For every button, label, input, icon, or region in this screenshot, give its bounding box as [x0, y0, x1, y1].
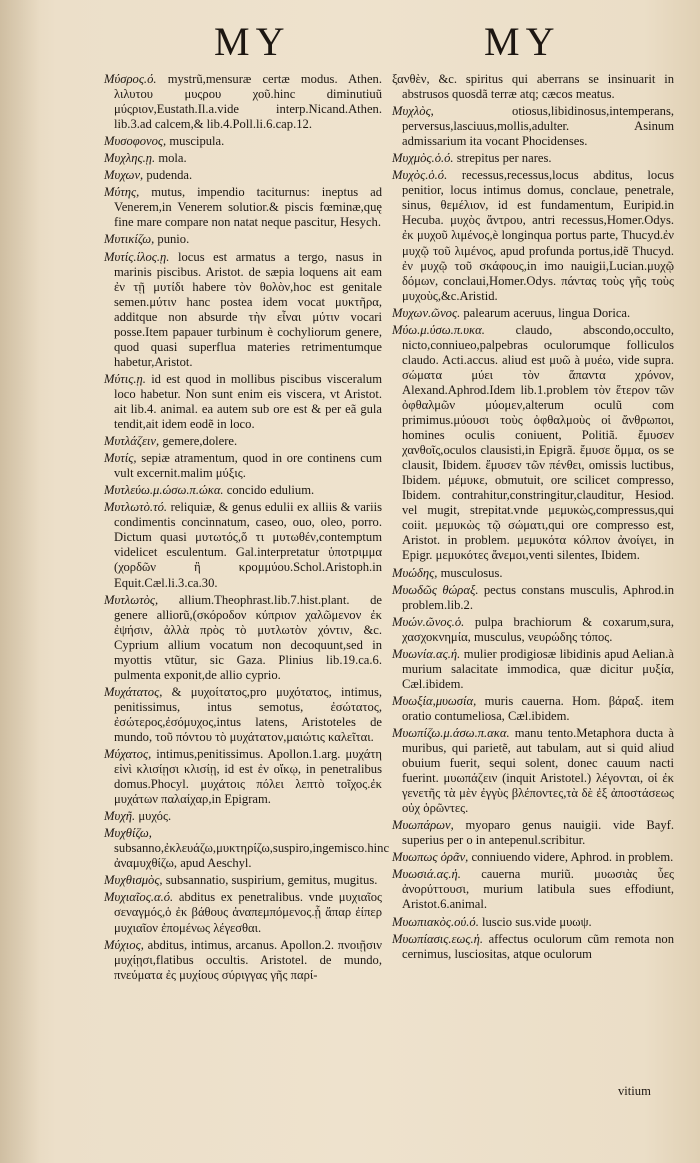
entry-text: id est quod in mollibus piscibus visceralum loco habetur. Non sunt enim eis viscera, vt Aristot. ait lib.4. animal. ea autem sub ore est & per eã gula tendit,ait idem eodẽ in loco.: [114, 371, 382, 432]
catchword: vitium: [618, 1084, 651, 1098]
entry-headword: Μυωσιά.ας.ἡ.: [392, 867, 461, 882]
entry-text: luscio sus.vide μυωψ.: [482, 914, 592, 929]
entry-headword: Μυχάτατος,: [104, 684, 163, 699]
entry-headword: Μύσρος.ό.: [104, 72, 157, 86]
dictionary-entry: [104, 593, 382, 683]
entry-headword: Μυσοφονος,: [104, 134, 167, 149]
dictionary-entry: [104, 151, 382, 166]
entry-headword: Μυχὸς.ὁ.ό.: [392, 168, 448, 183]
entry-headword: Μυτλωτὸ.τό.: [104, 500, 168, 515]
dictionary-entry: [392, 72, 674, 102]
dictionary-entry: [104, 372, 382, 432]
dictionary-entry: [392, 647, 674, 692]
entry-text: ξανθὲν, &c. spiritus qui aberrans se insinuarit in abstrusos quosdã terræ atq; cæcos meatus.: [392, 72, 674, 102]
entry-text: mola.: [158, 151, 187, 166]
dictionary-entry: [104, 168, 382, 183]
dictionary-entry: [104, 809, 382, 824]
entry-text: subsannatio, suspirium, gemitus, mugitus.: [165, 873, 378, 888]
entry-headword: Μυωπάρων,: [392, 818, 454, 833]
entry-text: pulpa brachiorum & coxarum,sura, χασχοκνημία, musculus, νευρώδης τόπος.: [402, 614, 674, 644]
running-head-right: MY: [484, 19, 561, 64]
dictionary-entry: [392, 915, 674, 930]
dictionary-entry: [104, 873, 382, 888]
gutter-shadow: [0, 0, 40, 1163]
dictionary-entry: [392, 323, 674, 564]
entry-text: affectus oculorum cũm remota non cernimus, lusciositas, atque oculorum: [402, 931, 674, 961]
entry-headword: Μυχμὸς.ὁ.ό.: [392, 151, 454, 166]
entry-headword: Μύτις.ῃ.: [104, 371, 146, 386]
dictionary-entry: [392, 867, 674, 912]
entry-headword: Μυωνία.ας.ἡ.: [392, 646, 461, 661]
dictionary-entry: [392, 615, 674, 645]
entry-headword: Μυών.ῶνος.ὁ.: [392, 614, 465, 629]
dictionary-entry: [104, 500, 382, 590]
entry-text: muscipula.: [169, 134, 225, 149]
entry-text: concido edulium.: [226, 483, 315, 498]
dictionary-entry: [392, 306, 674, 321]
dictionary-entry: [104, 232, 382, 247]
dictionary-entry: [104, 250, 382, 370]
entry-text: muris cauerna. Hom. βάραξ. item oratio contumeliosa, Cæl.ibidem.: [402, 693, 674, 723]
dictionary-entry: [392, 932, 674, 962]
dictionary-entry: [392, 726, 674, 816]
entry-text: mystrũ,mensuræ certæ modus. Athen. λιλυτου μυςρου χοῦ.hinc diminutiuũ μύςριον,Eustath.Il.a.vide interp.Nicand.Athen. lib.3.ad calcem,& lib.4.Poll.li.6.cap.12.: [114, 72, 382, 132]
entry-text: μυχός.: [138, 809, 172, 824]
left-column: [104, 72, 390, 985]
entry-text: manu tento.Metaphora ducta à muribus, qui parietẽ, aut tabulam, aut si quid aliud obuium fuerit, sequi solent, donec cauum nacti fuerint. μυωπάζειν (inquit Aristotel.) λέγονται, οἱ ἐκ γενετῆς τὰ μὲν ἐγγὺς βλέποντες,τὰ δὲ ἐξ ἀποστάσεως οὐχ ὁρῶντες.: [402, 725, 674, 816]
dictionary-entry: [104, 890, 382, 935]
right-column: [392, 72, 674, 964]
entry-headword: Μυχῆ.: [104, 809, 136, 824]
entry-text: subsanno,ἐκλευάζω,μυκτηρίζω,suspiro,ingemisco.hinc ἀναμυχθίζω, apud Aeschyl.: [114, 841, 390, 871]
dictionary-entry: [392, 566, 674, 581]
entry-text: claudo, abscondo,occulto, nicto,conniueo,palpebras oculorumque folliculos claudo. Acti.accus. aliud est μυῶ à μυέω, vide supra. σώματα μύει τὸν ἅπαντα χρόνον, Alexand.Aphrod.Idem lib.1.problem τὸν ἕτερον τῶν ὀφθαλμῶν μύομεν,alterum oculũ com primimus.μύουσι τοὺς ὀφθαλμοὺς οἱ ἄνθρωποι, homines oculis coniuent, Politiã. ἔμυσεν χανθοῖς,oculos clausisti,in Epigrã. ἔμυσε ὄμμα, os se clausit, Ibidem. ἔμυσεν τῶν πένθει, omissis luctibus, Ibidem. μέμυκε, obmutuit, ore scilicet compresso, Ibidem. contrahitur,constringitur,clauditur, Hesiod. vel mugit, strepitat.vnde μεμυκὼς,compressus,qui coiit. μεμυκὼς τῷ σώματι,qui ore compresso est, Aristot. in problem. μεμυκότα κόλπον ἀνοίγει, in Epigr. μεμυκότες ἄνεμοι,venti silentes, Ibidem.: [402, 322, 674, 563]
entry-text: conniuendo videre, Aphrod. in problem.: [471, 850, 674, 865]
entry-headword: Μυχλὸς,: [392, 104, 434, 119]
entry-headword: Μυτλεύω.μ.ώσω.π.ώκα.: [104, 483, 224, 498]
entry-text: locus est armatus a tergo, nasus in marinis piscibus. Aristot. de sæpia loquens ait eam ἐν τῇ μυτίδι habere τὸν θολὸν,hoc est genitale semen.μύτιν hanc postea idem vocat μυκτῆρα, additque non absurde τὴν εἶναι μύτιν vocari posse.Item papauer turbinum è cochyliorum genere, quod quasi superflua materies retrimentumque habetur,Aristot.: [114, 249, 382, 369]
entry-headword: Μυωδῶς θώραξ.: [392, 582, 479, 597]
dictionary-entry: [392, 694, 674, 724]
entry-headword: Μυωπίασις.εως.ἡ.: [392, 931, 484, 946]
entry-text: reliquiæ, & genus edulii ex alliis & variis condimentis concinnatum, caseo, ouo, oleo, porro. Dictum quasi μυτωτός,ὅ τι μυτωθέν,contemptum videlicet esculentum. Gal.interpretatur ὑποτριμμα (χορδῶν ἢ κρομμύου.Schol.Aristoph.in Equit.Cæl.li.3.ca.30.: [114, 500, 383, 590]
entry-text: intimus,penitissimus. Apollon.1.arg. μυχάτη εἰνὶ κλισίῃσι κλισίῃ, id est ἐν οἴκῳ, in penetralibus domus.Phocyl. μυχάτοις πόλει λεπτὸ τοῖχος.ἐκ μυχάτων παλαίχαρ,in Epigram.: [114, 747, 382, 807]
entry-headword: Μυχλης.ῃ.: [104, 151, 156, 166]
dictionary-entry: [392, 818, 674, 848]
entry-text: abditus, intimus, arcanus. Apollon.2. πνοιῇσιν μυχίῃσι,flatibus occultis. Aristotel. de mundo, πνεύματα ἐς μυχίους σύριγγας γῆς παρί-: [114, 937, 382, 982]
entry-headword: Μυχων,: [104, 168, 144, 183]
dictionary-entry: [392, 850, 674, 865]
dictionary-entry: [104, 938, 382, 983]
dictionary-entry: [104, 826, 390, 871]
dictionary-entry: [104, 434, 382, 449]
entry-text: pectus constans musculis, Aphrod.in problem.lib.2.: [402, 582, 674, 612]
entry-text: mulier prodigiosæ libidinis apud Aelian.à murium salacitate immodica, quæ dicitur μυξία, Cæl.ibidem.: [402, 646, 674, 691]
entry-text: cauerna muriũ. μυωσιὰς ὗες ἀνορύττουσι, murium latibula sues effodiunt, Aristot.6.animal.: [402, 867, 674, 912]
entry-text: otiosus,libidinosus,intemperans, perversus,lasciuus,mollis,adulter. Asinum admissarium ita vocant Phocidenses.: [402, 104, 674, 149]
entry-headword: Μυτλωτὸς,: [104, 592, 159, 607]
entry-headword: Μύτης,: [104, 185, 140, 200]
entry-text: musculosus.: [440, 565, 503, 580]
dictionary-entry: [392, 151, 674, 166]
dictionary-entry: [392, 104, 674, 149]
entry-headword: Μυχιαῖος.α.ό.: [104, 890, 174, 905]
entry-headword: Μύχατος,: [104, 747, 152, 762]
entry-text: palearum aceruus, lingua Dorica.: [463, 305, 631, 320]
entry-text: gemere,dolere.: [162, 434, 238, 449]
dictionary-entry: [104, 747, 382, 807]
running-head-left: MY: [214, 19, 291, 64]
dictionary-entry: [104, 134, 382, 149]
entry-headword: Μυτίς,: [104, 451, 137, 466]
dictionary-entry: [104, 72, 382, 132]
dictionary-entry: [104, 685, 382, 745]
entry-headword: Μυχθισμὸς,: [104, 873, 163, 888]
dictionary-entry: [104, 451, 382, 481]
entry-headword: Μυωπιακὸς.ού.ό.: [392, 914, 479, 929]
entry-headword: Μυώδης,: [392, 565, 438, 580]
entry-text: allium.Theophrast.lib.7.hist.plant. de genere alliorũ,(σκόροδον κύπριον χαλῶμενον ἐκ ἐψήσιν, ἀλλὰ πρὸς τὸ μυτλωτὸν χόντιν, &c. Cyprium allium vocatum non decoquunt,sed in myottis vtũtur, sic Gaza. Plinius lib.19.ca.6. pulmenta exponit,de allio cyprio.: [114, 592, 382, 682]
dictionary-entry: [104, 483, 382, 498]
entry-headword: Μυτίς.ίλος.ῃ.: [104, 249, 170, 264]
entry-headword: Μυωπίζω.μ.άσω.π.ακα.: [392, 725, 510, 740]
entry-text: sepiæ atramentum, quod in ore continens cum vult excernit.malim μύξις.: [114, 451, 382, 481]
entry-headword: Μυχθίζω,: [104, 826, 152, 841]
entry-headword: Μυωξία,μυωσία,: [392, 693, 477, 708]
entry-text: myoparo genus nauigii. vide Bayf. superius per o in antepenul.scribitur.: [402, 818, 674, 848]
dictionary-entry: [392, 583, 674, 613]
entry-headword: Μυτλάζειν,: [104, 434, 160, 449]
entry-text: strepitus per nares.: [456, 151, 552, 166]
entry-text: pudenda.: [146, 168, 193, 183]
entry-text: punio.: [157, 232, 190, 247]
entry-text: & μυχοίτατος,pro μυχότατος, intimus, penitissimus, intus semotus, ἐσώτατος, ἐσώτερος,ἐσόμυχος,intus latens, Aristoteles de mundo, τοῦ πόντου τὸ μυχάτατον,μαιώτις καλεῖται.: [114, 684, 382, 744]
dictionary-entry: [104, 185, 382, 230]
entry-headword: Μύχιος,: [104, 937, 144, 952]
entry-text: mutus, impendio taciturnus: ineptus ad Venerem,in Venerem solutior.& piscis fœminæ,quę fine mare compare non natat neque pascitur, Hesych.: [114, 185, 382, 230]
entry-text: abditus ex penetralibus. vnde μυχιαῖος σεναγμός,ὁ ἐκ βάθους ἀναπεμπόμενος.ᾗ ἄπαρ ἐίπερ μυχιαῖον ἐπομένως λέγεσθαι.: [114, 890, 382, 935]
entry-text: recessus,recessus,locus abditus, locus penitior, locus intimus domus, conclaue, penetrale, sinus, θεμέλιον, id est fundamentum, Euripid.in Hecuba. μυχὸς ἄντρου, antri recessus,Homer.Odys. ἐκ μυχοῦ λιμένος,è longinqua portus parte, Thucyd.ἐν μυχῷ τοῦ λιμένος, apud profunda portus,idẽ Thucyd. ἐν μυχῷ τοῦ σκάφους,in imo nauigii,Lucian.μυχῷ δόμων, conclaui,Homer.Odys. πάντας τοὺς γῆς τοὺς μυχοὺς,&c.Aristid.: [402, 168, 674, 303]
entry-headword: Μύω.μ.ύσω.π.υκα.: [392, 322, 485, 337]
entry-headword: Μυχων.ῶνος.: [392, 305, 461, 320]
entry-headword: Μυτικίζω,: [104, 232, 155, 247]
entry-headword: Μυωπως ὁρᾶν,: [392, 850, 469, 865]
dictionary-entry: [392, 168, 674, 303]
